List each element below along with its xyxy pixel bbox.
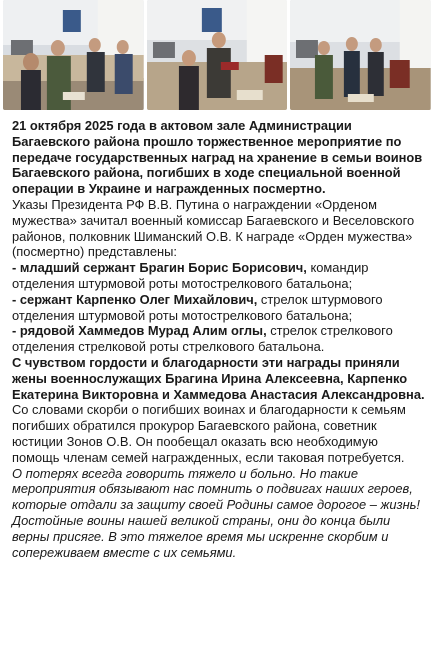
awardee-2-name: - сержант Карпенко Олег Михайлович, xyxy=(12,291,258,307)
intro-paragraph: 21 октября 2025 года в актовом зале Администрации Багаевского района прошло торжественное мероприятие по передаче государственных наград на хранение в семьи воинов Багаевского района, погибших в ходе специальной военной операции в Украине и награжденных посмертно. xyxy=(12,118,423,197)
photo-gallery xyxy=(0,0,434,112)
awardee-3-name: - рядовой Хаммедов Мурад Алим оглы, xyxy=(12,323,267,339)
awardee-2 xyxy=(12,292,428,324)
photo-ceremony-2[interactable] xyxy=(147,0,288,110)
decree-paragraph: Указы Президента РФ В.В. Путина о награждении «Орденом мужества» зачитал военный комиссар Багаевского и Веселовского районов, полковник Шиманский О.В. К награде «Орден мужества» (посмертно) представлены: xyxy=(12,196,415,260)
awardee-1-role: командир отделения штурмовой роты мотострелкового батальона; xyxy=(12,260,369,291)
awardee-3 xyxy=(12,323,428,355)
awardee-1-name: - младший сержант Брагин Борис Борисович, xyxy=(12,260,307,276)
post-body xyxy=(12,118,428,560)
awardee-3-role: стрелок стрелкового отделения стрелковой роты стрелкового батальона. xyxy=(12,323,393,355)
photo-ceremony-3[interactable] xyxy=(290,0,431,110)
awardee-2-role: стрелок штурмового отделения штурмовой роты мотострелкового батальона; xyxy=(12,291,383,323)
photo-ceremony-1[interactable] xyxy=(3,0,144,110)
prosecutor-paragraph: Со словами скорби о погибших воинах и благодарности к семьям погибших обратился прокурор Багаевского района, советник юстиции Зонов О.В. Он пообещал оказать всю необходимую помощь членам семей награжденных, если таковая потребуется. xyxy=(12,402,406,465)
awardee-1 xyxy=(12,260,428,292)
closing-paragraph: О потерях всегда говорить тяжело и больно. Но такие мероприятия обязывают нас помнить о подвигах наших героев, которые отдали за защиту своей Родины самое дорогое – жизнь! Достойные воины нашей великой страны, они до конца были верны присяге. В это тяжелое время мы искренне скорбим и сопереживаем вместе с их семьями. xyxy=(12,465,421,560)
wives-paragraph: С чувством гордости и благодарности эти награды приняли жены военнослужащих Брагина Ирина Алексеевна, Карпенко Екатерина Викторовна и Хаммедова Анастасия Александровна. xyxy=(12,354,425,402)
